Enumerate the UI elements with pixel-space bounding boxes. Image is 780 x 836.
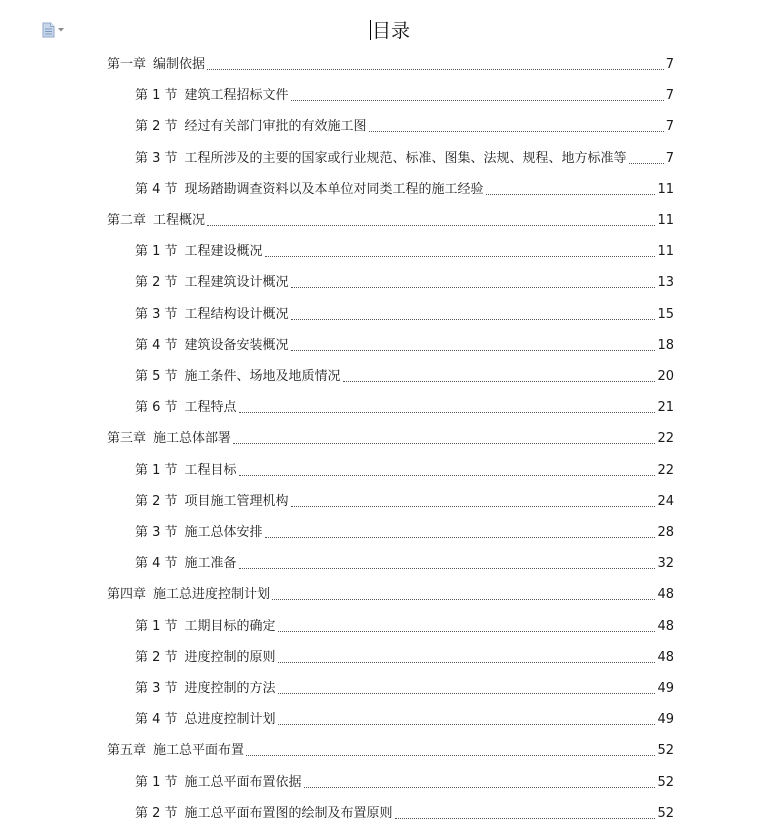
toc-dot-leader bbox=[395, 817, 656, 819]
toc-title-text: 目录 bbox=[371, 20, 410, 42]
toc-dot-leader bbox=[278, 692, 656, 694]
toc-entry-label: 施工总进度控制计划 bbox=[153, 587, 271, 603]
toc-section-entry[interactable] bbox=[135, 489, 674, 511]
toc-section-entry[interactable] bbox=[135, 676, 674, 698]
toc-entry-label: 项目施工管理机构 bbox=[184, 493, 289, 509]
toc-dot-leader bbox=[239, 474, 656, 476]
toc-dot-leader bbox=[291, 99, 664, 101]
toc-entry-page: 48 bbox=[657, 618, 674, 634]
toc-entry-page: 24 bbox=[657, 493, 674, 509]
toc-entry-number: 第 3 节 bbox=[135, 525, 178, 540]
toc-entry-label: 施工总体安排 bbox=[184, 525, 263, 540]
toc-entry-page: 22 bbox=[657, 462, 674, 478]
toc-entry-number: 第三章 bbox=[107, 431, 147, 447]
toc-entry-number: 第 2 节 bbox=[135, 805, 178, 821]
toc-dot-leader bbox=[278, 661, 656, 663]
toc-section-entry[interactable] bbox=[135, 551, 674, 573]
toc-dot-leader bbox=[265, 255, 656, 257]
toc-dot-leader bbox=[486, 193, 656, 195]
toc-entry-label: 施工条件、场地及地质情况 bbox=[184, 369, 341, 384]
toc-dot-leader bbox=[272, 598, 655, 600]
toc-entry-label: 建筑工程招标文件 bbox=[184, 88, 289, 104]
toc-section-entry[interactable] bbox=[135, 395, 674, 417]
toc-entry-label: 施工总体部署 bbox=[153, 431, 232, 447]
toc-entry-number: 第 4 节 bbox=[135, 181, 178, 197]
toc-entry-number: 第四章 bbox=[107, 587, 147, 603]
toc-entry-number: 第 2 节 bbox=[135, 275, 178, 291]
toc-entry-page: 11 bbox=[657, 181, 674, 197]
toc-dot-leader bbox=[304, 786, 656, 788]
toc-dot-leader bbox=[265, 536, 656, 538]
toc-entry-number: 第二章 bbox=[107, 213, 147, 228]
toc-dot-leader bbox=[246, 754, 655, 756]
toc-entry-page: 7 bbox=[665, 57, 674, 72]
toc-entry-number: 第 3 节 bbox=[135, 306, 178, 322]
toc-entry-label: 施工总平面布置依据 bbox=[184, 774, 302, 790]
toc-entry-number: 第 3 节 bbox=[135, 681, 178, 696]
toc-entry-label: 施工准备 bbox=[184, 556, 237, 572]
toc-entry-number: 第 5 节 bbox=[135, 369, 178, 384]
toc-title[interactable] bbox=[0, 16, 780, 46]
toc-entry-label: 经过有关部门审批的有效施工图 bbox=[184, 119, 367, 135]
toc-chapter-entry[interactable] bbox=[107, 738, 674, 760]
toc-entry-page: 32 bbox=[657, 556, 674, 572]
toc-entry-label: 总进度控制计划 bbox=[184, 712, 276, 728]
toc-entry-page: 49 bbox=[657, 681, 674, 696]
toc-entry-number: 第 1 节 bbox=[135, 618, 178, 634]
toc-dot-leader bbox=[629, 162, 664, 164]
toc-section-entry[interactable] bbox=[135, 270, 674, 292]
toc-dot-leader bbox=[278, 723, 656, 725]
toc-section-entry[interactable] bbox=[135, 707, 674, 729]
toc-entry-number: 第 3 节 bbox=[135, 150, 178, 166]
toc-entry-page: 21 bbox=[657, 400, 674, 416]
toc-entry-page: 52 bbox=[657, 774, 674, 790]
toc-entry-label: 工程特点 bbox=[184, 400, 237, 416]
toc-entry-page: 7 bbox=[665, 88, 674, 104]
toc-section-entry[interactable] bbox=[135, 458, 674, 480]
toc-entry-number: 第 4 节 bbox=[135, 556, 178, 572]
toc-entry-page: 48 bbox=[657, 587, 674, 603]
toc-dot-leader bbox=[207, 224, 655, 226]
toc-dot-leader bbox=[278, 630, 656, 632]
toc-entry-page: 52 bbox=[657, 805, 674, 821]
toc-entry-label: 编制依据 bbox=[153, 57, 206, 72]
toc-chapter-entry[interactable] bbox=[107, 426, 674, 448]
toc-entry-label: 施工总平面布置图的绘制及布置原则 bbox=[184, 805, 393, 821]
toc-dot-leader bbox=[233, 442, 655, 444]
toc-section-entry[interactable] bbox=[135, 333, 674, 355]
toc-entry-label: 工程目标 bbox=[184, 462, 237, 478]
toc-section-entry[interactable] bbox=[135, 770, 674, 792]
toc-entry-label: 建筑设备安装概况 bbox=[184, 337, 289, 353]
toc-entry-page: 7 bbox=[665, 150, 674, 166]
toc-dot-leader bbox=[291, 505, 656, 507]
toc-entry-number: 第 6 节 bbox=[135, 400, 178, 416]
toc-entry-page: 13 bbox=[657, 275, 674, 291]
toc-entry-page: 15 bbox=[657, 306, 674, 322]
toc-section-entry[interactable] bbox=[135, 239, 674, 261]
toc-dot-leader bbox=[291, 286, 656, 288]
toc-entry-number: 第 1 节 bbox=[135, 774, 178, 790]
toc-entry-number: 第 2 节 bbox=[135, 493, 178, 509]
toc-section-entry[interactable] bbox=[135, 302, 674, 324]
toc-chapter-entry[interactable] bbox=[107, 52, 674, 74]
toc-section-entry[interactable] bbox=[135, 645, 674, 667]
toc-entry-number: 第 1 节 bbox=[135, 462, 178, 478]
toc-entry-number: 第 4 节 bbox=[135, 337, 178, 353]
toc-section-entry[interactable] bbox=[135, 114, 674, 136]
toc-entry-label: 进度控制的方法 bbox=[184, 681, 276, 696]
toc-section-entry[interactable] bbox=[135, 801, 674, 823]
toc-entry-label: 工程建设概况 bbox=[184, 244, 263, 260]
toc-entry-label: 工程所涉及的主要的国家或行业规范、标准、图集、法规、规程、地方标准等 bbox=[184, 150, 627, 166]
toc-entry-label: 工程建筑设计概况 bbox=[184, 275, 289, 291]
toc-entry-label: 工期目标的确定 bbox=[184, 618, 276, 634]
toc-entry-number: 第 2 节 bbox=[135, 119, 178, 135]
toc-entry-label: 施工总平面布置 bbox=[153, 743, 245, 759]
toc-section-entry[interactable] bbox=[135, 177, 674, 199]
toc-entry-label: 工程概况 bbox=[153, 213, 206, 228]
toc-dot-leader bbox=[291, 318, 656, 320]
text-cursor bbox=[370, 20, 371, 40]
toc-entry-page: 52 bbox=[657, 743, 674, 759]
toc-dot-leader bbox=[207, 68, 664, 70]
toc-entry-number: 第 2 节 bbox=[135, 649, 178, 665]
toc-entry-label: 现场踏勘调查资料以及本单位对同类工程的施工经验 bbox=[184, 181, 484, 197]
toc-dot-leader bbox=[239, 411, 656, 413]
toc-entry-number: 第五章 bbox=[107, 743, 147, 759]
toc-section-entry[interactable] bbox=[135, 520, 674, 542]
toc-entry-page: 28 bbox=[657, 525, 674, 540]
toc-entry-number: 第 4 节 bbox=[135, 712, 178, 728]
toc-dot-leader bbox=[369, 130, 664, 132]
toc-entry-number: 第 1 节 bbox=[135, 244, 178, 260]
toc-chapter-entry[interactable] bbox=[107, 582, 674, 604]
toc-entry-page: 11 bbox=[657, 213, 674, 228]
toc-entry-page: 48 bbox=[657, 649, 674, 665]
toc-entry-number: 第 1 节 bbox=[135, 88, 178, 104]
toc-entry-label: 工程结构设计概况 bbox=[184, 306, 289, 322]
toc-entry-label: 进度控制的原则 bbox=[184, 649, 276, 665]
toc-section-entry[interactable] bbox=[135, 83, 674, 105]
toc-entry-page: 11 bbox=[657, 244, 674, 260]
toc-chapter-entry[interactable] bbox=[107, 208, 674, 230]
toc-entry-page: 20 bbox=[657, 369, 674, 384]
toc-entry-page: 7 bbox=[665, 119, 674, 135]
toc-dot-leader bbox=[291, 349, 656, 351]
toc-entry-page: 49 bbox=[657, 712, 674, 728]
toc-dot-leader bbox=[343, 380, 656, 382]
toc-entry-page: 18 bbox=[657, 337, 674, 353]
toc-entry-number: 第一章 bbox=[107, 57, 147, 72]
toc-entry-page: 22 bbox=[657, 431, 674, 447]
toc-section-entry[interactable] bbox=[135, 364, 674, 386]
toc-dot-leader bbox=[239, 567, 656, 569]
toc-section-entry[interactable] bbox=[135, 146, 674, 168]
toc-section-entry[interactable] bbox=[135, 614, 674, 636]
